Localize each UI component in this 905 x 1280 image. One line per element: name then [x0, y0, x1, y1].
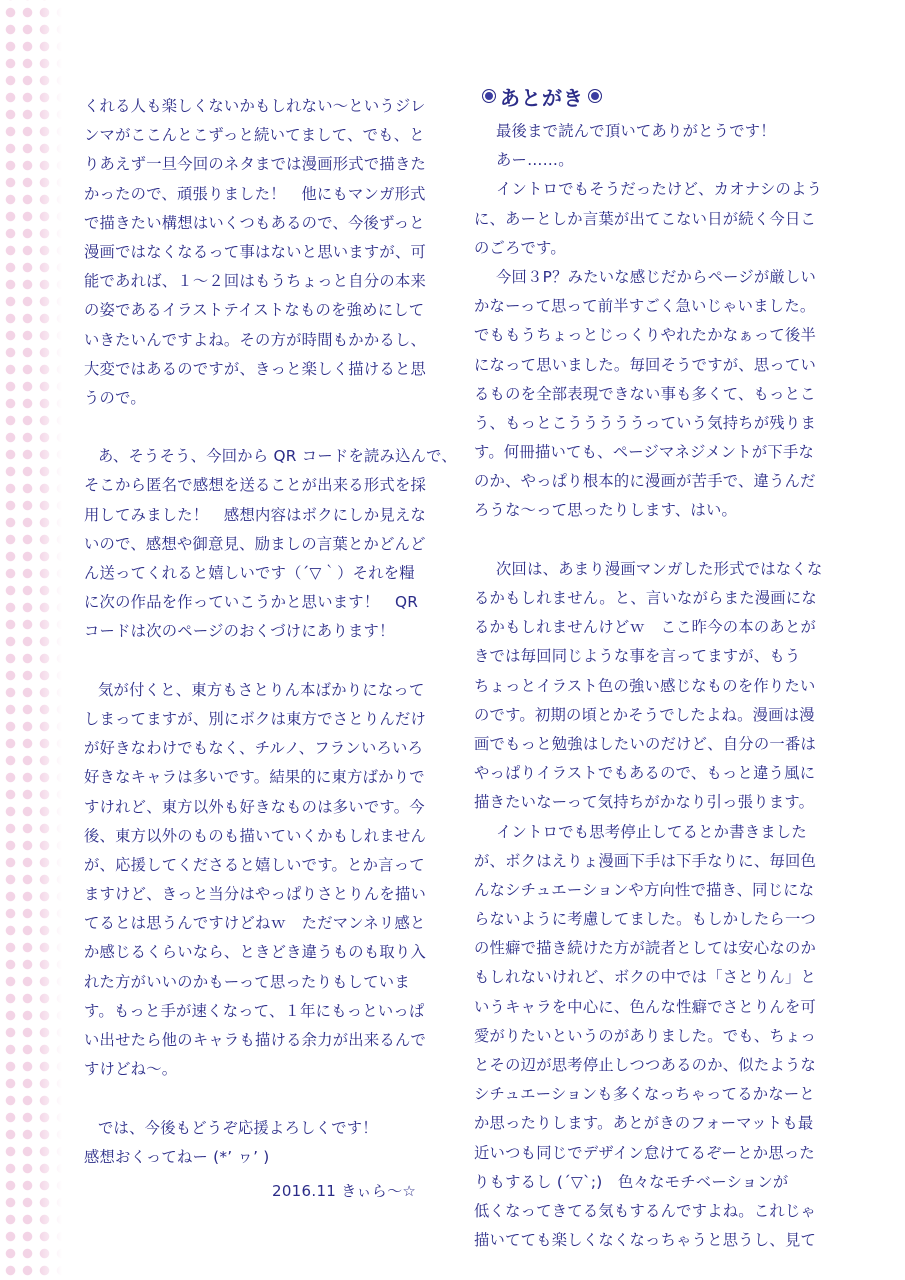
text-line: 画でもっと勉強はしたいのだけど、自分の一番は: [474, 734, 817, 753]
text-line: そこから匿名で感想を送ることが出来る形式を採: [84, 476, 427, 495]
text-line: きでは毎回同じような事を言ってますが、もう: [474, 647, 801, 666]
text-line: 感想おくってねー (*’ ヮ’ ): [84, 1147, 270, 1166]
text-line: かったので、頑張りました！ 他にもマンガ形式: [84, 184, 426, 203]
text-line: いので、感想や御意見、励ましの言葉とかどんど: [84, 534, 426, 553]
text-line: らないように考慮してました。もしかしたら一つ: [474, 910, 817, 929]
text-line: とその辺が思考停止しつつあるのか、似たような: [474, 1056, 817, 1074]
text-line: のです。初期の頃とかそうでしたよね。漫画は漫: [474, 705, 815, 724]
text-line: 描きたいなーって気持ちがかなり引っ張ります。: [474, 793, 815, 812]
text-line: に次の作品を作っていこうかと思います！ QR: [84, 593, 419, 612]
circle-mark-icon: [588, 89, 602, 103]
text-line: の姿であるイラストテイストなものを強めにして: [84, 301, 425, 320]
text-line: 今回３P？みたいな感じだからページが厳しい: [496, 267, 817, 286]
polka-dot-border: [0, 0, 62, 1280]
text-line: で描きたい構想はいくつもあるので、今後ずっと: [84, 213, 425, 232]
text-line: すけれど、東方以外も好きなものは多いです。今: [84, 797, 425, 816]
right-text-column: [474, 117, 840, 1255]
text-line: 好きなキャラは多いです。結果的に東方ばかりで: [84, 768, 425, 787]
text-line: が好きなわけでもなく、チルノ、フランいろいろ: [84, 739, 424, 758]
text-line: シチュエーションも多くなっちゃってるかなーと: [474, 1085, 815, 1104]
text-line: かなーって思って前半すごく急いじゃいました。: [474, 297, 816, 316]
text-line: くれる人も楽しくないかもしれない〜というジレ: [84, 97, 426, 115]
text-line: のか、やっぱり根本的に漫画が苦手で、違うんだ: [474, 472, 816, 491]
signature: 2016.11 きぃら〜☆: [272, 1182, 417, 1200]
text-line: の性癖で描き続けた方が読者としては安心なのか: [474, 939, 817, 958]
text-line: やっぱりイラストでもあるので、もっと違う風に: [474, 764, 816, 783]
text-line: りあえず一旦今回のネタまでは漫画形式で描きた: [84, 155, 427, 174]
text-line: ンマがここんとこずっと続いてまして、でも、と: [84, 126, 425, 145]
text-line: るかもしれません。と、言いながらまた漫画にな: [474, 589, 817, 607]
text-line: いうキャラを中心に、色んな性癖でさとりんを可: [474, 997, 817, 1016]
text-line: 用してみました！ 感想内容はボクにしか見えな: [84, 505, 427, 524]
text-line: すけどね〜。: [84, 1060, 178, 1079]
text-line: 後、東方以外のものも描いていくかもしれません: [84, 826, 427, 845]
text-line: るものを全部表現できない事も多くて、もっとこ: [474, 384, 816, 403]
text-line: 次回は、あまり漫画マンガした形式ではなくな: [496, 559, 823, 578]
text-line: か思ったりします。あとがきのフォーマットも最: [474, 1114, 814, 1133]
text-line: りもするし (´▽`;) 色々なモチベーションが: [474, 1172, 789, 1191]
text-line: 描いてても楽しくなくなっちゃうと思うし、見て: [474, 1231, 817, 1250]
text-line: でももうちょっとじっくりやれたかなぁって後半: [474, 326, 817, 345]
text-line: す。何冊描いても、ページマネジメントが下手な: [474, 443, 815, 462]
circle-mark-icon: [482, 89, 496, 103]
text-line: に、あーとしか言葉が出てこない日が続く今日こ: [474, 209, 817, 228]
text-line: では、今後もどうぞ応援よろしくです！: [98, 1118, 378, 1137]
text-line: ますけど、きっと当分はやっぱりさとりんを描い: [84, 885, 427, 904]
text-line: 低くなってきてる気もするんですよね。これじゃ: [474, 1201, 817, 1220]
text-line: るかもしれませんけどｗ ここ昨今の本のあとが: [474, 618, 817, 637]
text-line: 気が付くと、東方もさとりん本ばかりになって: [98, 680, 425, 699]
text-line: 漫画ではなくなるって事はないと思いますが、可: [84, 242, 427, 261]
text-line: うので。: [84, 388, 146, 407]
text-line: ん送ってくれると嬉しいです（´▽｀）それを糧: [84, 564, 415, 582]
paragraph-gap: [474, 526, 840, 555]
text-line: が、ボクはえりょ漫画下手は下手なりに、毎回色: [474, 851, 817, 870]
text-line: 愛がりたいというのがありました。でも、ちょっ: [474, 1026, 817, 1045]
text-line: しまってますが、別にボクは東方でさとりんだけ: [84, 709, 427, 728]
left-text-column: [84, 92, 457, 1172]
text-line: か感じるくらいなら、ときどき違うものも取り入: [84, 943, 427, 962]
text-line: のごろです。: [474, 238, 566, 257]
paragraph-gap: [84, 647, 440, 676]
text-line: 最後まで読んで頂いてありがとうです！: [496, 122, 776, 140]
text-line: あー……。: [496, 151, 574, 170]
text-line: いきたいんですよね。その方が時間もかかるし、: [84, 330, 427, 349]
text-line: ろうな〜って思ったりします、はい。: [474, 501, 738, 520]
text-line: 大変ではあるのですが、きっと楽しく描けると思: [84, 359, 427, 378]
text-line: れた方がいいのかもーって思ったりもしていま: [84, 972, 410, 991]
text-line: が、応援してくださると嬉しいです。とか言って: [84, 855, 425, 874]
text-line: んなシチュエーションや方向性で描き、同じにな: [474, 880, 815, 899]
text-line: もしれないけれど、ボクの中では「さとりん」と: [474, 968, 817, 987]
text-line: 能であれば、１〜２回はもうちょっと自分の本来: [84, 272, 427, 291]
text-line: になって思いました。毎回そうですが、思ってい: [474, 355, 817, 374]
text-line: あ、そうそう、今回から QR コードを読み込んで、: [98, 447, 457, 466]
text-line: い出せたら他のキャラも描ける余力が出来るんで: [84, 1031, 427, 1049]
text-line: す。もっと手が速くなって、１年にもっといっぱ: [84, 1001, 425, 1020]
heading-text: あとがき: [500, 85, 584, 110]
paragraph-gap: [84, 1084, 440, 1113]
text-line: 近いつも同じでデザイン怠けてるぞーとか思った: [474, 1143, 815, 1162]
text-line: イントロでもそうだったけど、カオナシのよう: [496, 180, 823, 199]
text-line: てるとは思うんですけどねｗ ただマンネリ感と: [84, 914, 426, 933]
text-line: コードは次のページのおくづけにあります！: [84, 622, 395, 641]
afterword-heading: [482, 82, 602, 110]
text-line: う、もっとこうううううっていう気持ちが残りま: [474, 413, 817, 432]
paragraph-gap: [84, 413, 440, 442]
text-line: イントロでも思考停止してるとか書きました: [496, 822, 807, 841]
text-line: ちょっとイラスト色の強い感じなものを作りたい: [474, 676, 816, 695]
